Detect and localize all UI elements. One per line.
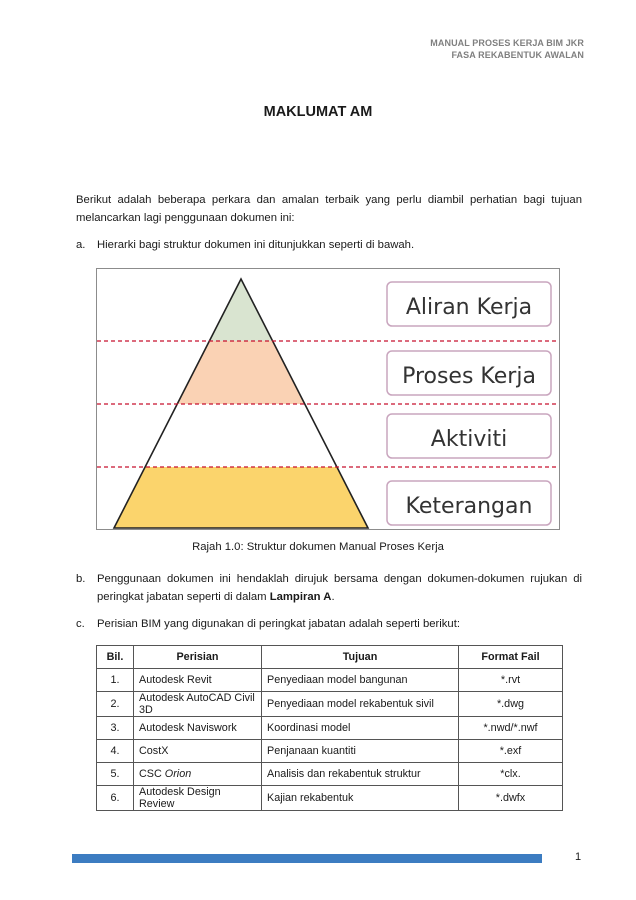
cell-tujuan: Penyediaan model bangunan: [262, 669, 459, 692]
footer-bar: [72, 854, 542, 863]
pyramid-tier-2: [178, 341, 304, 404]
cell-format: *.rvt: [459, 669, 563, 692]
page-number: 1: [575, 851, 582, 863]
header-line-2: FASA REKABENTUK AWALAN: [451, 50, 584, 60]
table-row: [97, 740, 563, 763]
software-name: Autodesk AutoCAD Civil 3D: [139, 692, 255, 716]
pyramid-tier-4: [114, 467, 368, 528]
cell-tujuan: Koordinasi model: [262, 717, 459, 740]
cell-format: *.nwd/*.nwf: [459, 717, 563, 740]
item-c-label: c.: [76, 618, 85, 630]
table-body: [97, 669, 563, 811]
item-b-text: [97, 570, 582, 606]
header-line-1: MANUAL PROSES KERJA BIM JKR: [430, 38, 584, 48]
list-item-a: [76, 236, 582, 254]
item-a-text: Hierarki bagi struktur dokumen ini ditunjukkan seperti di bawah.: [97, 239, 415, 251]
header-perisian: Perisian: [134, 646, 262, 669]
cell-bil: 5.: [97, 763, 134, 786]
header-tujuan: Tujuan: [262, 646, 459, 669]
cell-bil: 6.: [97, 786, 134, 811]
header-bil: Bil.: [97, 646, 134, 669]
cell-perisian: [134, 717, 262, 740]
pyramid-tier-1: [209, 279, 273, 341]
running-header: [430, 37, 584, 61]
table-row: [97, 763, 563, 786]
cell-bil: 1.: [97, 669, 134, 692]
level-label-1: Aliran Kerja: [405, 295, 533, 320]
level-label-4: Keterangan: [405, 494, 533, 519]
cell-perisian: [134, 692, 262, 717]
page-title: MAKLUMAT AM: [263, 104, 373, 120]
table-row: [97, 786, 563, 811]
software-name: Autodesk Naviswork: [139, 722, 237, 734]
cell-perisian: [134, 740, 262, 763]
item-b-label: b.: [76, 573, 86, 585]
item-c-text: Perisian BIM yang digunakan di peringkat jabatan adalah seperti berikut:: [97, 618, 460, 630]
intro-paragraph: Berikut adalah beberapa perkara dan amalan terbaik yang perlu diambil perhatian bagi tujuan melancarkan lagi penggunaan dokumen ini:: [76, 194, 582, 224]
cell-perisian: [134, 786, 262, 811]
cell-tujuan: Penyediaan model rekabentuk sivil: [262, 692, 459, 717]
figure-caption: Rajah 1.0: Struktur dokumen Manual Proses Kerja: [192, 541, 444, 553]
cell-perisian: [134, 669, 262, 692]
software-name: Autodesk Revit: [139, 674, 212, 686]
software-name: Autodesk Design Review: [139, 786, 221, 810]
software-table: [96, 645, 563, 811]
cell-tujuan: Penjanaan kuantiti: [262, 740, 459, 763]
cell-format: *clx.: [459, 763, 563, 786]
software-name: CostX: [139, 745, 169, 757]
cell-perisian: [134, 763, 262, 786]
cell-tujuan: Kajian rekabentuk: [262, 786, 459, 811]
cell-format: *.exf: [459, 740, 563, 763]
pyramid-tier-3: [145, 404, 337, 467]
item-b-text-end: .: [331, 591, 335, 603]
cell-tujuan: Analisis dan rekabentuk struktur: [262, 763, 459, 786]
table-row: [97, 692, 563, 717]
cell-bil: 2.: [97, 692, 134, 717]
table-header-row: [97, 646, 563, 669]
appendix-reference: Lampiran A: [269, 591, 332, 603]
list-item-b: [76, 570, 582, 606]
software-name: CSC: [139, 768, 165, 780]
level-label-2: Proses Kerja: [402, 364, 536, 389]
item-a-label: a.: [76, 239, 86, 251]
header-format: Format Fail: [459, 646, 563, 669]
cell-format: *.dwfx: [459, 786, 563, 811]
level-label-3: Aktiviti: [430, 427, 508, 452]
list-item-c: [76, 615, 582, 633]
item-b-text-main: Penggunaan dokumen ini hendaklah dirujuk bersama dengan dokumen-dokumen rujukan di peringkat jabatan seperti di dalam: [97, 573, 582, 603]
software-name-italic: Orion: [164, 768, 192, 780]
cell-bil: 3.: [97, 717, 134, 740]
pyramid-diagram: [97, 269, 559, 529]
hierarchy-figure: [96, 268, 560, 530]
table-row: [97, 717, 563, 740]
cell-bil: 4.: [97, 740, 134, 763]
cell-format: *.dwg: [459, 692, 563, 717]
table-row: [97, 669, 563, 692]
